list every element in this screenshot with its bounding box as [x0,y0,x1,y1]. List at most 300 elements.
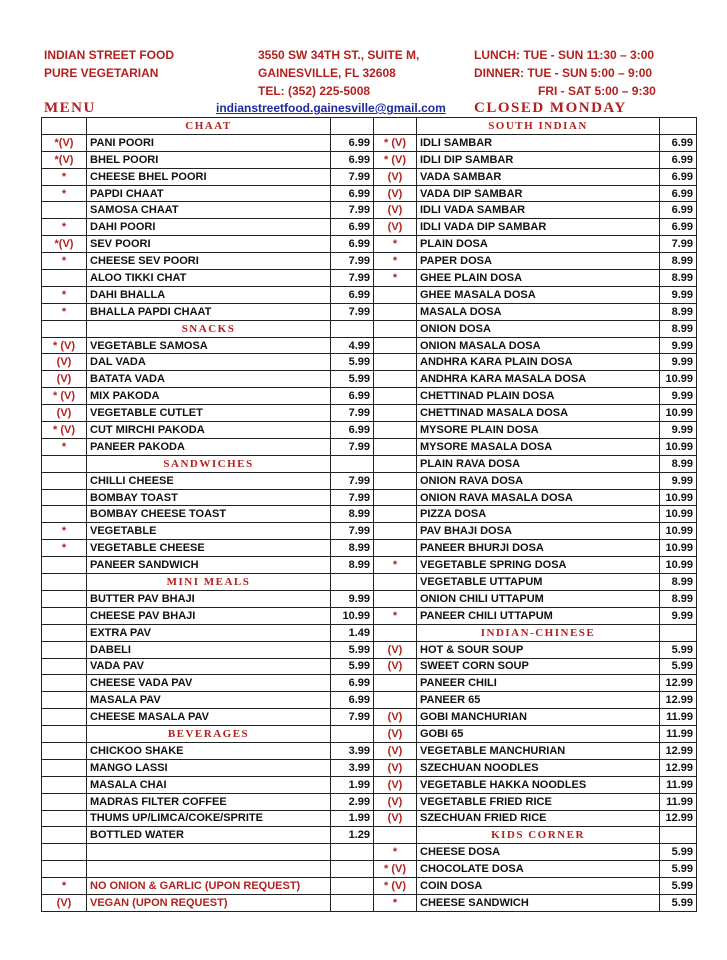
table-row [42,202,697,219]
right-item-price: 5.99 [660,844,697,861]
right-item-name: CHEESE DOSA [417,844,660,861]
right-item-price: 10.99 [660,371,697,388]
left-section-header: SANDWICHES [87,455,331,472]
table-row [42,624,697,641]
table-row [42,354,697,371]
table-row [42,590,697,607]
right-item-price: 8.99 [660,590,697,607]
closed-notice: CLOSED MONDAY [474,100,627,116]
right-item-name: VEGETABLE HAKKA NOODLES [417,776,660,793]
right-marker: (V) [374,810,417,827]
left-marker [42,810,87,827]
left-item-price: 7.99 [331,709,374,726]
left-marker: (V) [42,894,87,911]
right-marker [374,320,417,337]
left-item-price: 6.99 [331,422,374,439]
left-item-name: VEGETABLE [87,523,331,540]
left-marker [42,759,87,776]
right-item-price: 9.99 [660,354,697,371]
right-marker: (V) [374,219,417,236]
legend-note: NO ONION & GARLIC (UPON REQUEST) [87,878,331,895]
right-marker [374,354,417,371]
right-marker [374,827,417,844]
right-item-name: GOBI MANCHURIAN [417,709,660,726]
left-marker: *(V) [42,134,87,151]
right-item-name: VEGETABLE FRIED RICE [417,793,660,810]
left-item-price: 7.99 [331,303,374,320]
table-row [42,759,697,776]
right-marker [374,388,417,405]
right-item-name: PLAIN DOSA [417,236,660,253]
right-item-price: 6.99 [660,168,697,185]
right-marker: (V) [374,793,417,810]
right-marker [374,590,417,607]
restaurant-tagline: PURE VEGETARIAN [44,66,159,80]
right-item-name: HOT & SOUR SOUP [417,641,660,658]
left-item-name: CHEESE VADA PAV [87,675,331,692]
left-item-price: 7.99 [331,202,374,219]
lunch-hours: LUNCH: TUE - SUN 11:30 – 3:00 [474,48,655,62]
right-marker: * [374,253,417,270]
right-item-name: IDLI DIP SAMBAR [417,151,660,168]
right-item-price: 11.99 [660,793,697,810]
left-marker [42,709,87,726]
right-item-name: GOBI 65 [417,726,660,743]
right-item-price: 10.99 [660,540,697,557]
table-row [42,776,697,793]
right-item-name: VEGETABLE MANCHURIAN [417,742,660,759]
table-row [42,422,697,439]
right-item-price: 8.99 [660,455,697,472]
left-item-price: 1.99 [331,810,374,827]
right-marker: (V) [374,726,417,743]
left-marker [42,675,87,692]
right-marker: * [374,557,417,574]
left-item-price [331,455,374,472]
left-item-price: 7.99 [331,168,374,185]
table-row [42,151,697,168]
right-item-price: 9.99 [660,472,697,489]
phone-line: TEL: (352) 225-5008 [258,84,371,98]
left-item-name: THUMS UP/LIMCA/COKE/SPRITE [87,810,331,827]
left-marker: * [42,286,87,303]
right-item-price: 12.99 [660,675,697,692]
left-marker: * [42,253,87,270]
left-item-name: CHEESE SEV POORI [87,253,331,270]
right-item-name: MYSORE MASALA DOSA [417,438,660,455]
left-marker: * (V) [42,337,87,354]
left-item-price: 7.99 [331,438,374,455]
menu-title: MENU [44,100,96,116]
right-section-header: INDIAN-CHINESE [417,624,660,641]
right-item-price: 11.99 [660,726,697,743]
table-row [42,134,697,151]
right-marker: (V) [374,202,417,219]
left-item-price: 6.99 [331,286,374,303]
left-item-price: 3.99 [331,759,374,776]
left-marker: *(V) [42,236,87,253]
left-item-price: 8.99 [331,506,374,523]
right-marker: * (V) [374,878,417,895]
left-item-price: 7.99 [331,523,374,540]
email-line[interactable] [216,99,446,117]
left-item-name: CHEESE MASALA PAV [87,709,331,726]
right-item-name: PANEER BHURJI DOSA [417,540,660,557]
right-item-name: IDLI VADA DIP SAMBAR [417,219,660,236]
table-row [42,742,697,759]
left-item-price: 7.99 [331,405,374,422]
table-row [42,540,697,557]
left-item-price: 2.99 [331,793,374,810]
left-item-name: VEGETABLE CUTLET [87,405,331,422]
right-marker [374,675,417,692]
left-item-price: 10.99 [331,607,374,624]
table-row [42,168,697,185]
left-item-name: PANEER SANDWICH [87,557,331,574]
left-item-price: 7.99 [331,472,374,489]
table-row [42,861,697,878]
left-item-name: VADA PAV [87,658,331,675]
right-item-price: 10.99 [660,405,697,422]
right-marker: * [374,607,417,624]
right-item-name: ONION RAVA MASALA DOSA [417,489,660,506]
right-section-header: KIDS CORNER [417,827,660,844]
table-row [42,675,697,692]
left-item-name: EXTRA PAV [87,624,331,641]
right-marker [374,574,417,591]
left-marker [42,574,87,591]
right-item-name: SWEET CORN SOUP [417,658,660,675]
right-item-price: 5.99 [660,861,697,878]
left-marker [42,489,87,506]
right-item-name: VEGETABLE SPRING DOSA [417,557,660,574]
left-item-name: CHEESE PAV BHAJI [87,607,331,624]
left-marker [42,844,87,861]
table-row [42,726,697,743]
table-row [42,810,697,827]
table-row [42,844,697,861]
left-marker: * (V) [42,388,87,405]
left-item-name: BATATA VADA [87,371,331,388]
left-item-price: 5.99 [331,371,374,388]
left-item-price [331,320,374,337]
table-row [42,286,697,303]
left-item-price: 5.99 [331,658,374,675]
table-row [42,253,697,270]
left-item-name: DAL VADA [87,354,331,371]
left-marker: (V) [42,371,87,388]
left-marker [42,658,87,675]
right-item-price: 10.99 [660,523,697,540]
right-marker: * (V) [374,861,417,878]
table-row [42,337,697,354]
table-row [42,658,697,675]
left-item-name: VEGETABLE CHEESE [87,540,331,557]
right-marker: * (V) [374,134,417,151]
right-item-price: 8.99 [660,303,697,320]
left-item-price [331,844,374,861]
table-row [42,270,697,287]
left-item-name: MASALA CHAI [87,776,331,793]
table-row [42,489,697,506]
table-row [42,455,697,472]
right-section-header: SOUTH INDIAN [417,118,660,135]
right-item-price: 8.99 [660,270,697,287]
right-item-price [660,118,697,135]
left-marker [42,827,87,844]
right-item-price: 6.99 [660,219,697,236]
left-item-price [331,574,374,591]
right-marker: (V) [374,709,417,726]
right-marker: (V) [374,658,417,675]
table-row [42,692,697,709]
right-item-price: 5.99 [660,894,697,911]
left-marker: (V) [42,354,87,371]
left-item-name: CHEESE BHEL POORI [87,168,331,185]
left-section-header: MINI MEALS [87,574,331,591]
table-row [42,405,697,422]
right-item-price: 11.99 [660,776,697,793]
right-item-name: CHOCOLATE DOSA [417,861,660,878]
left-marker [42,726,87,743]
right-marker: (V) [374,641,417,658]
right-item-price: 7.99 [660,236,697,253]
table-row [42,303,697,320]
right-item-price: 10.99 [660,438,697,455]
right-marker [374,438,417,455]
right-item-name: ANDHRA KARA MASALA DOSA [417,371,660,388]
table-row [42,878,697,895]
left-marker: * [42,878,87,895]
right-item-name: PIZZA DOSA [417,506,660,523]
table-row [42,185,697,202]
left-item-name: BOTTLED WATER [87,827,331,844]
left-item-name: DABELI [87,641,331,658]
right-item-price: 10.99 [660,506,697,523]
left-marker [42,624,87,641]
table-row [42,523,697,540]
left-item-price: 6.99 [331,692,374,709]
right-item-price: 9.99 [660,388,697,405]
left-marker [42,320,87,337]
right-item-name: ONION CHILI UTTAPUM [417,590,660,607]
table-row [42,607,697,624]
city-line: GAINESVILLE, FL 32608 [258,66,396,80]
right-item-price: 12.99 [660,692,697,709]
left-marker: * [42,540,87,557]
left-item-price [331,894,374,911]
left-item-name: PANI POORI [87,134,331,151]
right-marker [374,506,417,523]
right-item-name: PAV BHAJI DOSA [417,523,660,540]
left-item-price: 6.99 [331,134,374,151]
right-marker [374,472,417,489]
right-item-price: 6.99 [660,134,697,151]
left-item-price: 9.99 [331,590,374,607]
left-item-price: 5.99 [331,354,374,371]
left-item-name: MASALA PAV [87,692,331,709]
left-marker: * (V) [42,422,87,439]
right-marker [374,523,417,540]
left-item-name: DAHI POORI [87,219,331,236]
left-item-price: 6.99 [331,185,374,202]
right-item-name: MASALA DOSA [417,303,660,320]
left-marker: * [42,219,87,236]
right-marker [374,118,417,135]
right-item-name: IDLI SAMBAR [417,134,660,151]
table-row [42,219,697,236]
table-row [42,472,697,489]
left-marker: * [42,523,87,540]
left-item-name: CHICKOO SHAKE [87,742,331,759]
left-item-name: PAPDI CHAAT [87,185,331,202]
right-item-name: ONION MASALA DOSA [417,337,660,354]
left-item-price: 1.49 [331,624,374,641]
email-link[interactable]: indianstreetfood.gainesville@gmail.com [216,101,446,115]
legend-note: VEGAN (UPON REQUEST) [87,894,331,911]
right-marker: * [374,894,417,911]
left-item-name: BHALLA PAPDI CHAAT [87,303,331,320]
left-item-name: BOMBAY CHEESE TOAST [87,506,331,523]
left-item-name: SEV POORI [87,236,331,253]
right-marker [374,624,417,641]
left-marker [42,641,87,658]
left-item-name: PANEER PAKODA [87,438,331,455]
left-item-price: 6.99 [331,388,374,405]
right-marker [374,371,417,388]
left-item-price: 6.99 [331,151,374,168]
left-item-name: CHILLI CHEESE [87,472,331,489]
right-item-price [660,624,697,641]
left-item-price: 3.99 [331,742,374,759]
right-marker [374,286,417,303]
right-item-name: PANEER CHILI [417,675,660,692]
right-item-price: 9.99 [660,286,697,303]
right-item-name: ONION RAVA DOSA [417,472,660,489]
right-marker: * [374,844,417,861]
right-item-price: 12.99 [660,742,697,759]
left-item-price: 7.99 [331,489,374,506]
table-row [42,320,697,337]
table-row [42,574,697,591]
right-item-name: CHEESE SANDWICH [417,894,660,911]
left-marker [42,861,87,878]
address-line: 3550 SW 34TH ST., SUITE M, [258,48,420,62]
right-marker [374,405,417,422]
left-marker [42,776,87,793]
right-item-price: 10.99 [660,557,697,574]
left-marker [42,506,87,523]
right-item-name: SZECHUAN NOODLES [417,759,660,776]
right-item-name: GHEE PLAIN DOSA [417,270,660,287]
left-item-price [331,861,374,878]
right-item-price: 6.99 [660,151,697,168]
restaurant-name: INDIAN STREET FOOD [44,48,175,62]
right-item-name: MYSORE PLAIN DOSA [417,422,660,439]
right-item-name: GHEE MASALA DOSA [417,286,660,303]
right-item-price: 8.99 [660,253,697,270]
left-item-name: MANGO LASSI [87,759,331,776]
left-item-name: MADRAS FILTER COFFEE [87,793,331,810]
right-marker [374,692,417,709]
table-row [42,894,697,911]
left-item-price: 5.99 [331,641,374,658]
left-item-name: BOMBAY TOAST [87,489,331,506]
left-marker [42,557,87,574]
right-marker: * [374,270,417,287]
left-marker [42,472,87,489]
left-item-price: 8.99 [331,540,374,557]
left-marker [42,590,87,607]
table-row [42,793,697,810]
right-item-name: CHETTINAD PLAIN DOSA [417,388,660,405]
left-marker [42,607,87,624]
left-section-header: BEVERAGES [87,726,331,743]
right-item-name: VADA SAMBAR [417,168,660,185]
right-item-price: 8.99 [660,574,697,591]
right-item-price: 9.99 [660,337,697,354]
table-row [42,506,697,523]
left-item-price: 7.99 [331,253,374,270]
left-item-name: MIX PAKODA [87,388,331,405]
left-item-name [87,844,331,861]
left-item-price: 4.99 [331,337,374,354]
left-item-price: 7.99 [331,270,374,287]
right-item-price: 12.99 [660,759,697,776]
right-item-price: 12.99 [660,810,697,827]
right-item-price: 6.99 [660,202,697,219]
left-marker: * [42,185,87,202]
right-item-name: PAPER DOSA [417,253,660,270]
right-item-price: 9.99 [660,422,697,439]
right-marker: * (V) [374,151,417,168]
left-item-name: SAMOSA CHAAT [87,202,331,219]
left-item-name: ALOO TIKKI CHAT [87,270,331,287]
right-marker [374,303,417,320]
table-row [42,557,697,574]
right-item-name: VEGETABLE UTTAPUM [417,574,660,591]
dinner-hours: DINNER: TUE - SUN 5:00 – 9:00 [474,66,653,80]
left-marker [42,202,87,219]
left-marker [42,692,87,709]
left-marker [42,742,87,759]
right-item-name: ONION DOSA [417,320,660,337]
left-item-price [331,118,374,135]
left-item-price: 6.99 [331,219,374,236]
left-marker: * [42,168,87,185]
right-marker: (V) [374,185,417,202]
left-item-name [87,861,331,878]
left-section-header: SNACKS [87,320,331,337]
right-item-price: 10.99 [660,489,697,506]
left-marker [42,270,87,287]
left-marker [42,118,87,135]
right-item-price: 8.99 [660,320,697,337]
table-row [42,118,697,135]
left-item-price [331,726,374,743]
right-marker [374,540,417,557]
right-item-price: 5.99 [660,658,697,675]
table-row [42,438,697,455]
left-item-name: CUT MIRCHI PAKODA [87,422,331,439]
right-marker [374,489,417,506]
left-item-price: 1.99 [331,776,374,793]
right-item-name: COIN DOSA [417,878,660,895]
right-marker: * [374,236,417,253]
left-marker: * [42,438,87,455]
left-item-price: 8.99 [331,557,374,574]
right-item-name: VADA DIP SAMBAR [417,185,660,202]
